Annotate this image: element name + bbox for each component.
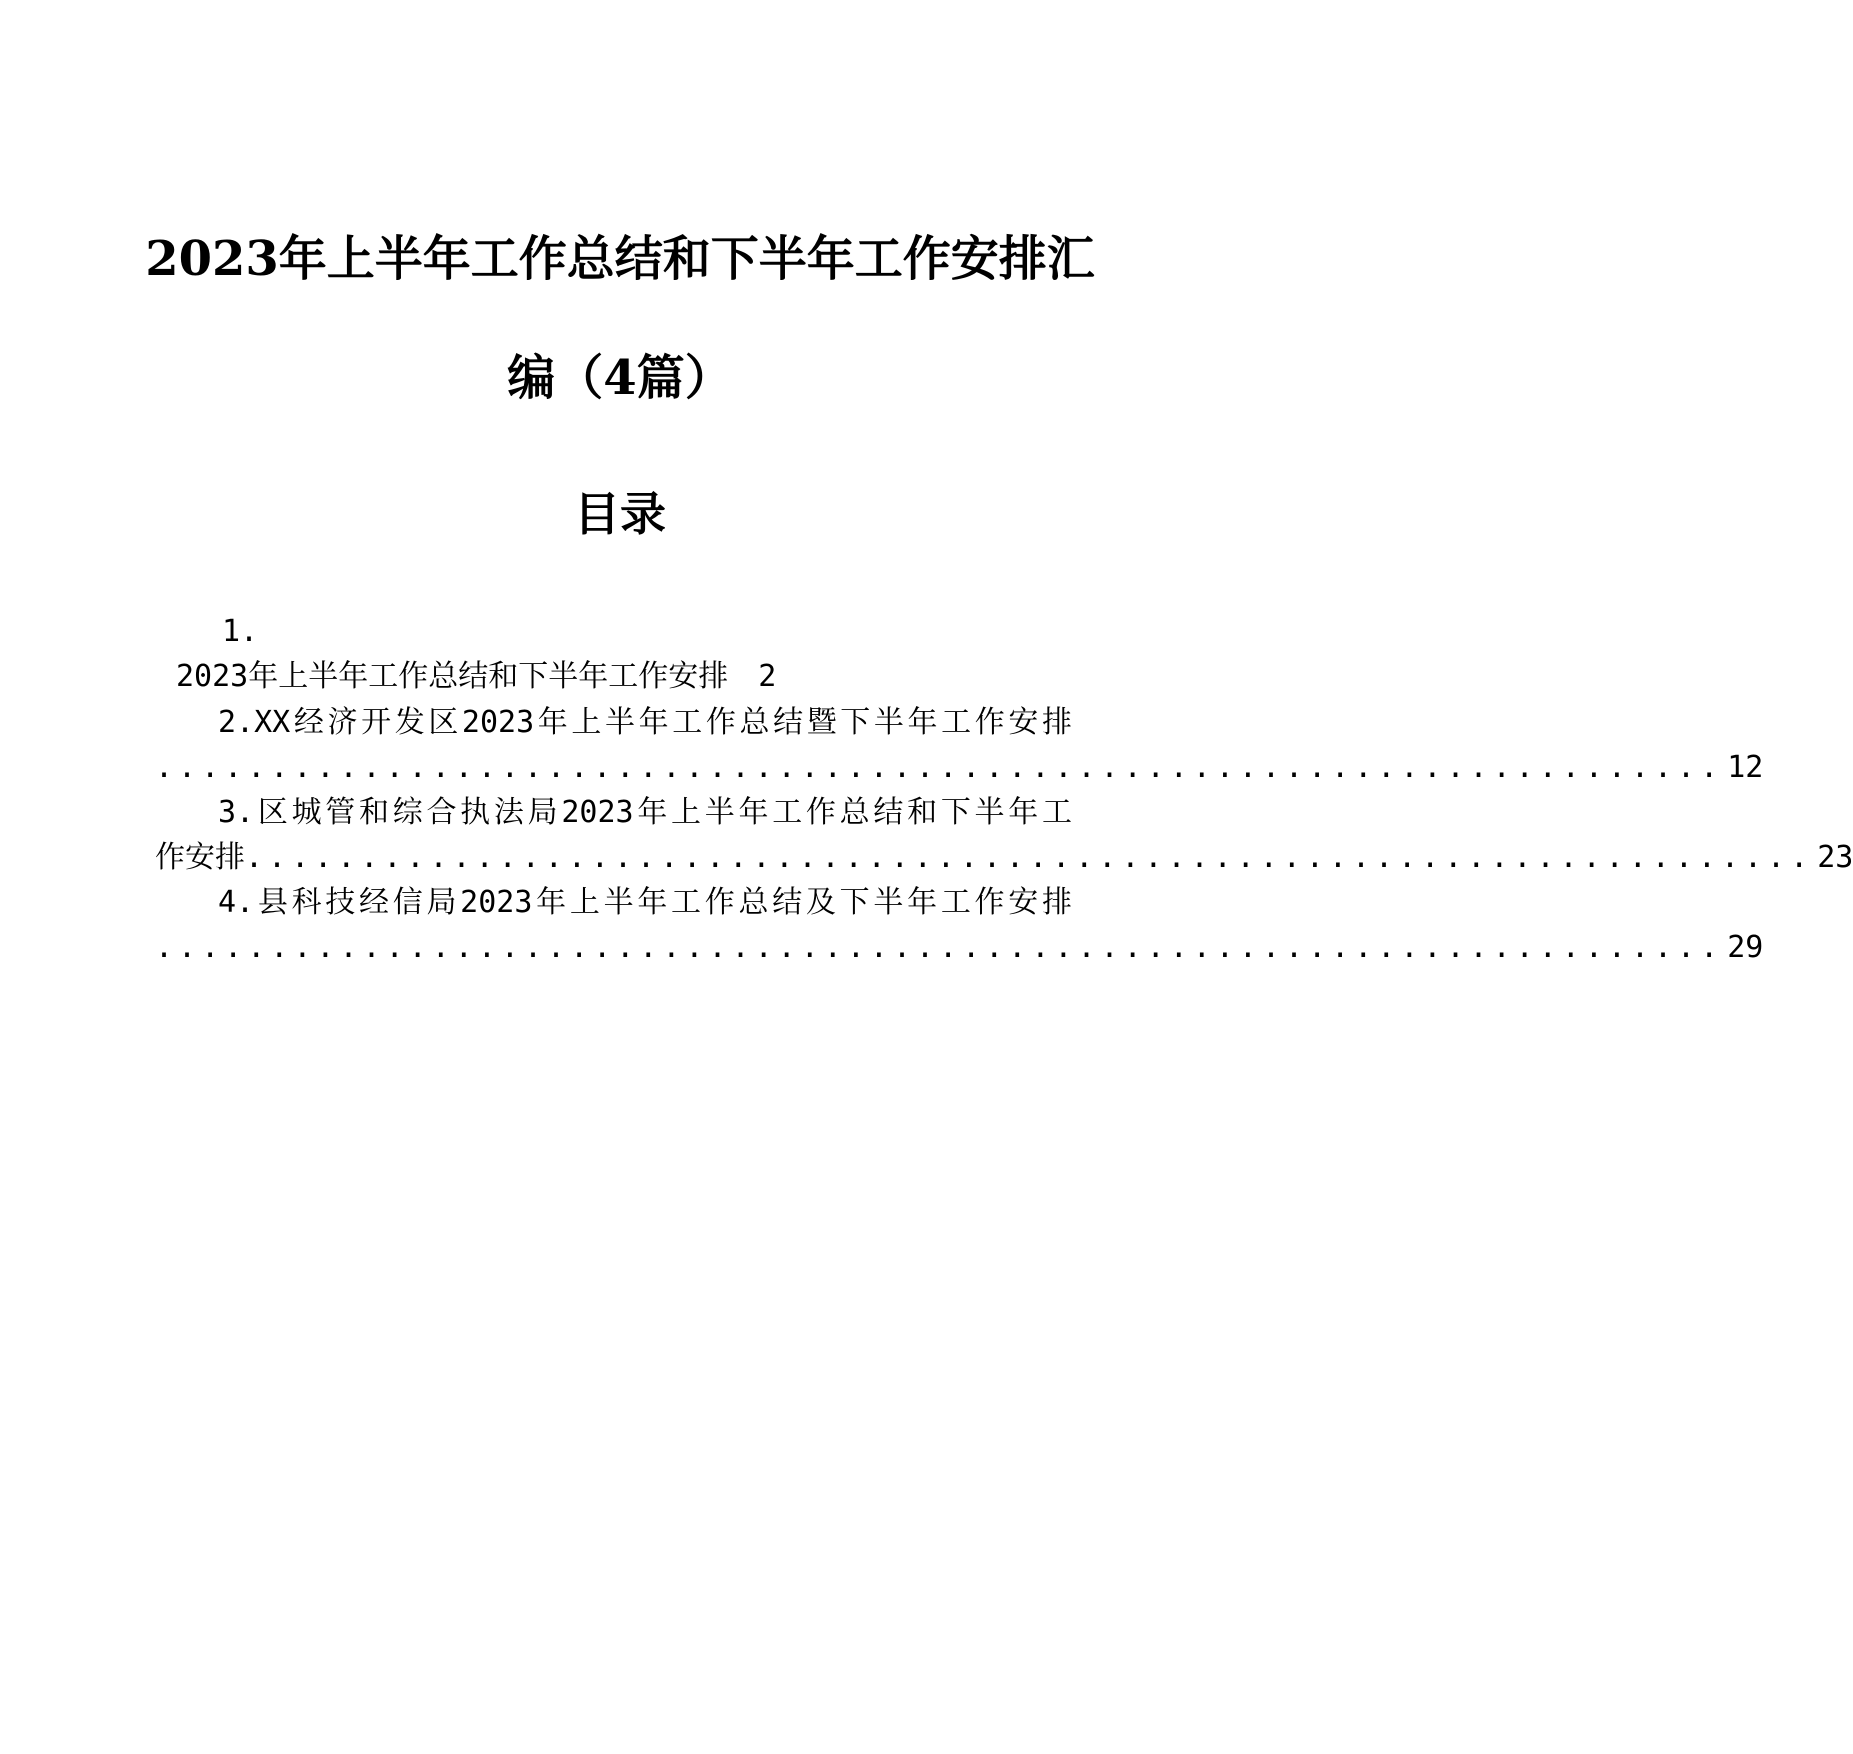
toc-item-3-leader-row[interactable] [155,838,1853,878]
toc-item-3-title[interactable]: 3.区城管和综合执法局2023年上半年工作总结和下半年工 [218,795,1072,830]
toc-item-3-text-cont: 作安排 [155,840,245,875]
document-title-line-2: 编（4篇） [507,350,733,406]
toc-item-2-page: 12 [1727,750,1764,785]
toc-item-4-title[interactable]: 4.县科技经信局2023年上半年工作总结及下半年工作安排 [218,885,1072,920]
toc-item-4-leader-row[interactable] [155,928,1764,968]
toc-item-1-number[interactable]: 1. [222,614,259,649]
toc-heading: 目录 [574,487,666,541]
toc-item-3-dot-leader: .................................................................... [245,840,1814,875]
toc-item-4-page: 29 [1727,930,1764,965]
toc-item-1-text: 2023年上半年工作总结和下半年工作安排 [176,659,729,694]
toc-item-2-title[interactable]: 2.XX经济开发区2023年上半年工作总结暨下半年工作安排 [218,705,1072,740]
toc-item-4-dot-leader: .................................................................... [155,930,1724,965]
toc-item-1-page: 2 [758,659,777,694]
toc-item-3-page: 23 [1817,840,1853,875]
document-title-line-1: 2023年上半年工作总结和下半年工作安排汇 [145,231,1095,287]
toc-item-2-dot-leader: .................................................................... [155,750,1724,785]
toc-item-1-title[interactable] [176,657,776,697]
toc-item-2-leader-row[interactable] [155,748,1764,788]
